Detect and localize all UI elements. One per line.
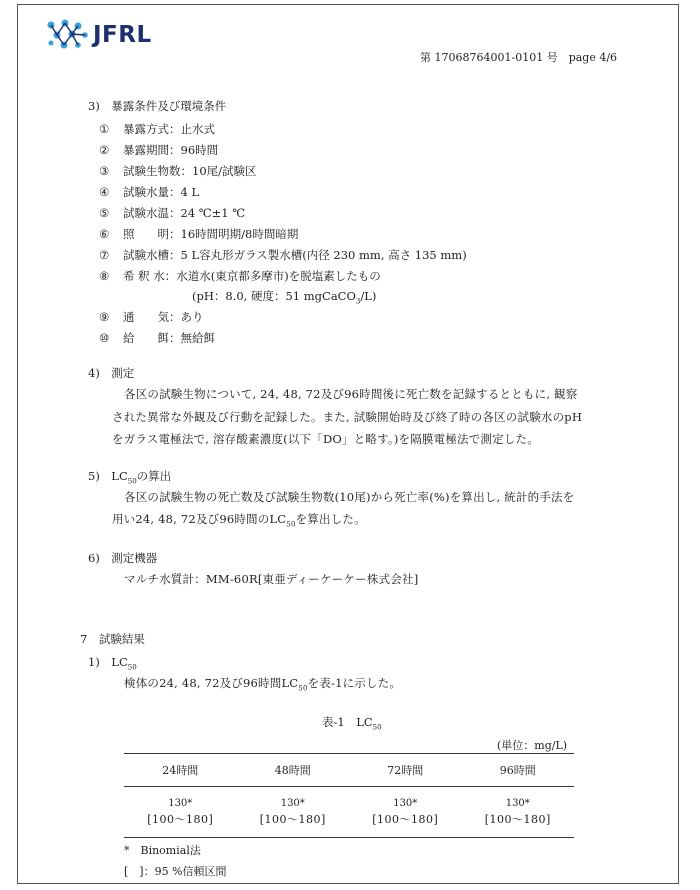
table-cell: [237, 787, 350, 838]
lc50-estimate: 130*: [505, 798, 530, 809]
section4-line: 各区の試験生物について, 24, 48, 72及び96時間後に死亡数を記録するとともに, 観察: [124, 387, 578, 401]
section5-line: 用い24, 48, 72及び96時間の$LC_{50}$を算出した。: [112, 512, 366, 529]
dilution-water-detail: (pH：8.0, 硬度：51 mgCaCO$_3$/L): [192, 289, 377, 306]
section4-line: された異常な外観及び行動を記録した。また, 試験開始時及び終了時の各区の試験水のpH: [112, 410, 583, 424]
column-header: 24時間: [124, 754, 237, 787]
results-text: 検体の24, 48, 72及び96時間$LC_{50}$を表-1に示した。: [124, 676, 402, 693]
confidence-interval: [100～180]: [484, 813, 551, 826]
condition-item: ① 暴露方式：止水式: [99, 122, 215, 136]
section5-line: 各区の試験生物の死亡数及び試験生物数(10尾)から死亡率(%)を算出し, 統計的手法を: [124, 490, 575, 504]
section6-title: 6) 測定機器: [88, 551, 158, 565]
table-header-row: [124, 754, 574, 787]
molecule-logo-icon: [45, 18, 89, 52]
section4-line: をガラス電極法で, 溶存酸素濃度(以下「DO」と略す。)を隔膜電極法で測定した。: [112, 432, 539, 446]
condition-item: ⑧ 希 釈 水：水道水(東京都多摩市)を脱塩素したもの: [99, 269, 381, 283]
condition-item: ⑦ 試験水槽：5 L容丸形ガラス製水槽(内径 230 mm, 高さ 135 mm): [99, 248, 467, 262]
section5-title: 5) $LC_{50}$の算出: [88, 469, 172, 486]
logo-text: JFRL: [93, 22, 152, 48]
footnote: * Binomial法: [124, 844, 201, 857]
table-cell: [124, 787, 237, 838]
table-cell: [349, 787, 462, 838]
section3-title: 3) 暴露条件及び環境条件: [88, 99, 227, 113]
column-header: 96時間: [462, 754, 575, 787]
condition-item: ⑩ 給 餌：無給餌: [99, 331, 215, 345]
condition-item: ⑥ 照 明：16時間明期/8時間暗期: [99, 227, 299, 241]
condition-item: ⑨ 通 気：あり: [99, 310, 204, 324]
section4-title: 4) 測定: [88, 366, 135, 380]
table-cell: [462, 787, 575, 838]
instrument-line: マルチ水質計：MM-60R[東亜ディーケーケー株式会社]: [124, 572, 419, 586]
unit-label: (単位：mg/L): [497, 739, 568, 752]
table-row: [124, 787, 574, 838]
lc50-estimate: 130*: [280, 798, 305, 809]
document-number: 第 17068764001-0101 号 page 4/6: [420, 51, 618, 64]
confidence-interval: [100～180]: [259, 813, 326, 826]
section7-title: 7 試験結果: [80, 632, 145, 646]
condition-item: ⑤ 試験水温：24 ℃±1 ℃: [99, 206, 246, 220]
condition-item: ④ 試験水量：4 L: [99, 185, 200, 199]
lc50-estimate: 130*: [393, 798, 418, 809]
footnote: [ ]：95 %信頼区間: [124, 865, 227, 878]
column-header: 72時間: [349, 754, 462, 787]
table-caption: 表-1 $LC_{50}$: [322, 715, 382, 732]
lc50-table: [124, 753, 574, 838]
condition-item: ③ 試験生物数：10尾/試験区: [99, 164, 257, 178]
confidence-interval: [100～180]: [147, 813, 214, 826]
jfrl-logo: [45, 16, 152, 54]
lc50-estimate: 130*: [168, 798, 193, 809]
results-subheading: 1) $LC_{50}$: [88, 655, 137, 672]
column-header: 48時間: [237, 754, 350, 787]
condition-item: ② 暴露期間：96時間: [99, 143, 219, 157]
confidence-interval: [100～180]: [372, 813, 439, 826]
